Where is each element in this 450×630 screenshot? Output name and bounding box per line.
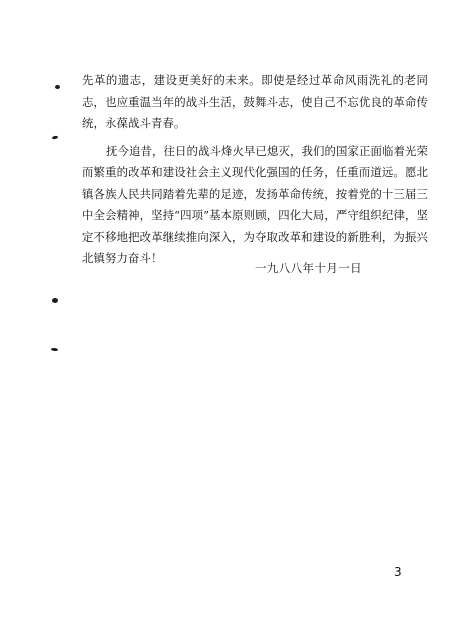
paragraph: 抚今追昔，往日的战斗烽火早已熄灭，我们的国家正面临着光荣而繁重的改革和建设社会主义现代化强国的任务，任重而道远。愿北镇各族人民共同踏着先辈的足迹，发扬革命传统，按着党的十三届三中全会精神，坚持“四项”基本原则顾，四化大局，严守组织纪律，坚定不移地把改革继续推向深入，为夺取改革和建设的新胜利，为振兴北镇努力奋斗！ (82, 143, 428, 265)
margin-mark (55, 85, 60, 89)
paragraph: 先革的遗志，建设更美好的未来。即使是经过革命风雨洗礼的老同志，也应重温当年的战斗生活，鼓舞斗志，使自己不忘优良的革命传统，永葆战斗青春。 (82, 73, 428, 130)
body-text (82, 70, 428, 270)
document-date: 一九八八年十月一日 (255, 261, 363, 275)
margin-mark (52, 135, 58, 139)
margin-mark (51, 348, 58, 352)
page-number: 3 (394, 565, 402, 579)
margin-mark (52, 298, 58, 303)
